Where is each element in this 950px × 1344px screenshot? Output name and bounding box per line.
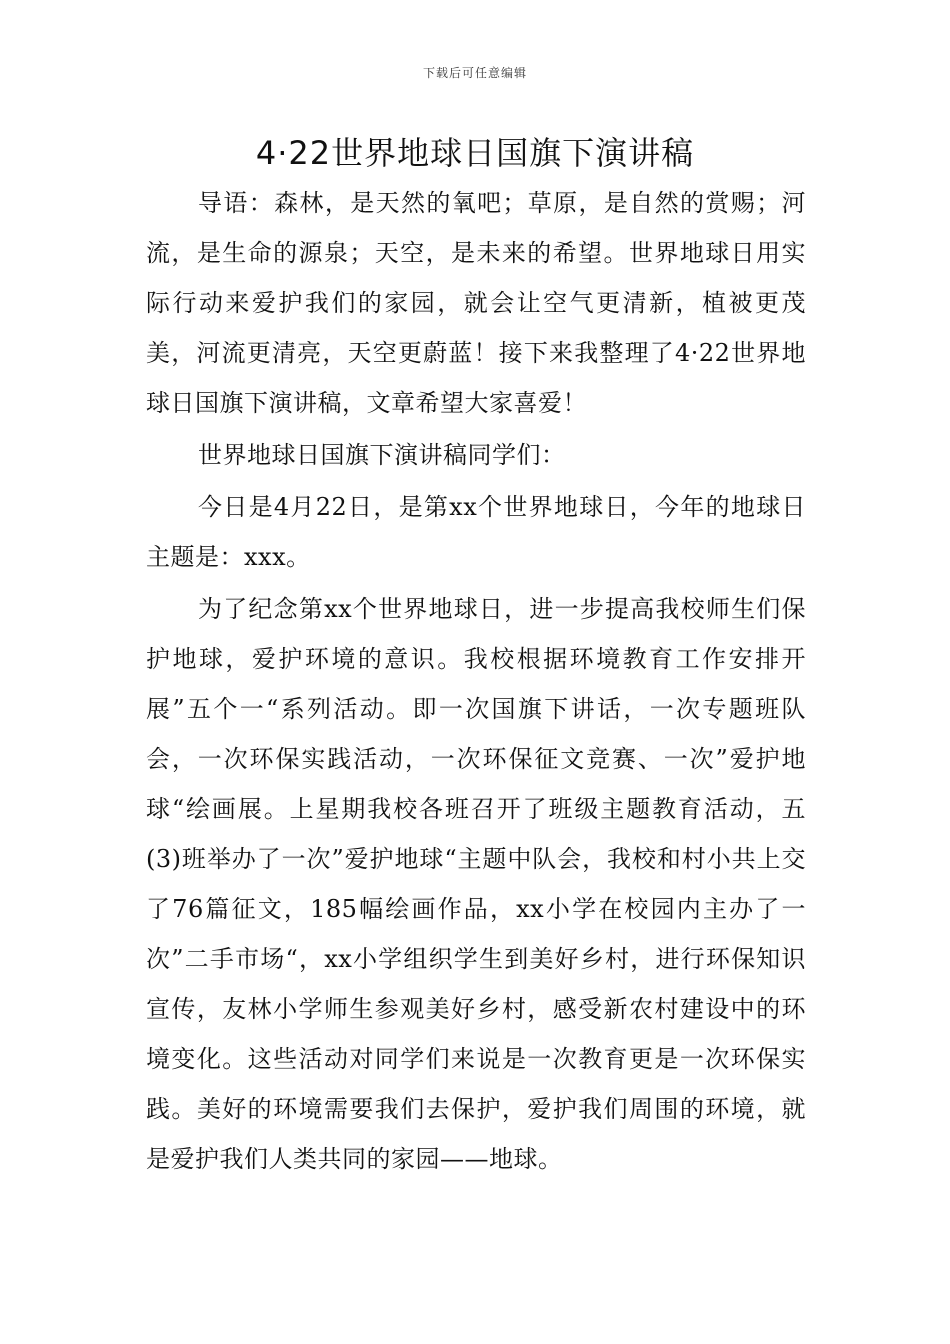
document-title: 4·22世界地球日国旗下演讲稿 — [255, 134, 695, 172]
intro-paragraph: 导语：森林，是天然的氧吧；草原，是自然的赏赐；河流，是生命的源泉；天空，是未来的希望。世界地球日用实际行动来爱护我们的家园，就会让空气更清新，植被更茂美，河流更清亮，天空更蔚蓝！接下来我整理了4·22世界地球日国旗下演讲稿，文章希望大家喜爱！ — [146, 189, 806, 417]
document-body — [146, 178, 806, 1186]
body-paragraph-activities: 为了纪念第xx个世界地球日，进一步提高我校师生们保护地球，爱护环境的意识。我校根据环境教育工作安排开展”五个一“系列活动。即一次国旗下讲话，一次专题班队会，一次环保实践活动，一次环保征文竞赛、一次”爱护地球“绘画展。上星期我校各班召开了班级主题教育活动，五(3)班举办了一次”爱护地球“主题中队会，我校和村小共上交了76篇征文，185幅绘画作品，xx小学在校园内主办了一次”二手市场“，xx小学组织学生到美好乡村，进行环保知识宣传，友林小学师生参观美好乡村，感受新农村建设中的环境变化。这些活动对同学们来说是一次教育更是一次环保实践。美好的环境需要我们去保护，爱护我们周围的环境，就是爱护我们人类共同的家园——地球。 — [146, 595, 806, 1173]
page-header-note: 下载后可任意编辑 — [422, 66, 527, 80]
body-paragraph-date: 今日是4月22日，是第xx个世界地球日，今年的地球日主题是：xxx。 — [146, 493, 806, 571]
salutation-paragraph: 世界地球日国旗下演讲稿同学们： — [198, 441, 566, 469]
